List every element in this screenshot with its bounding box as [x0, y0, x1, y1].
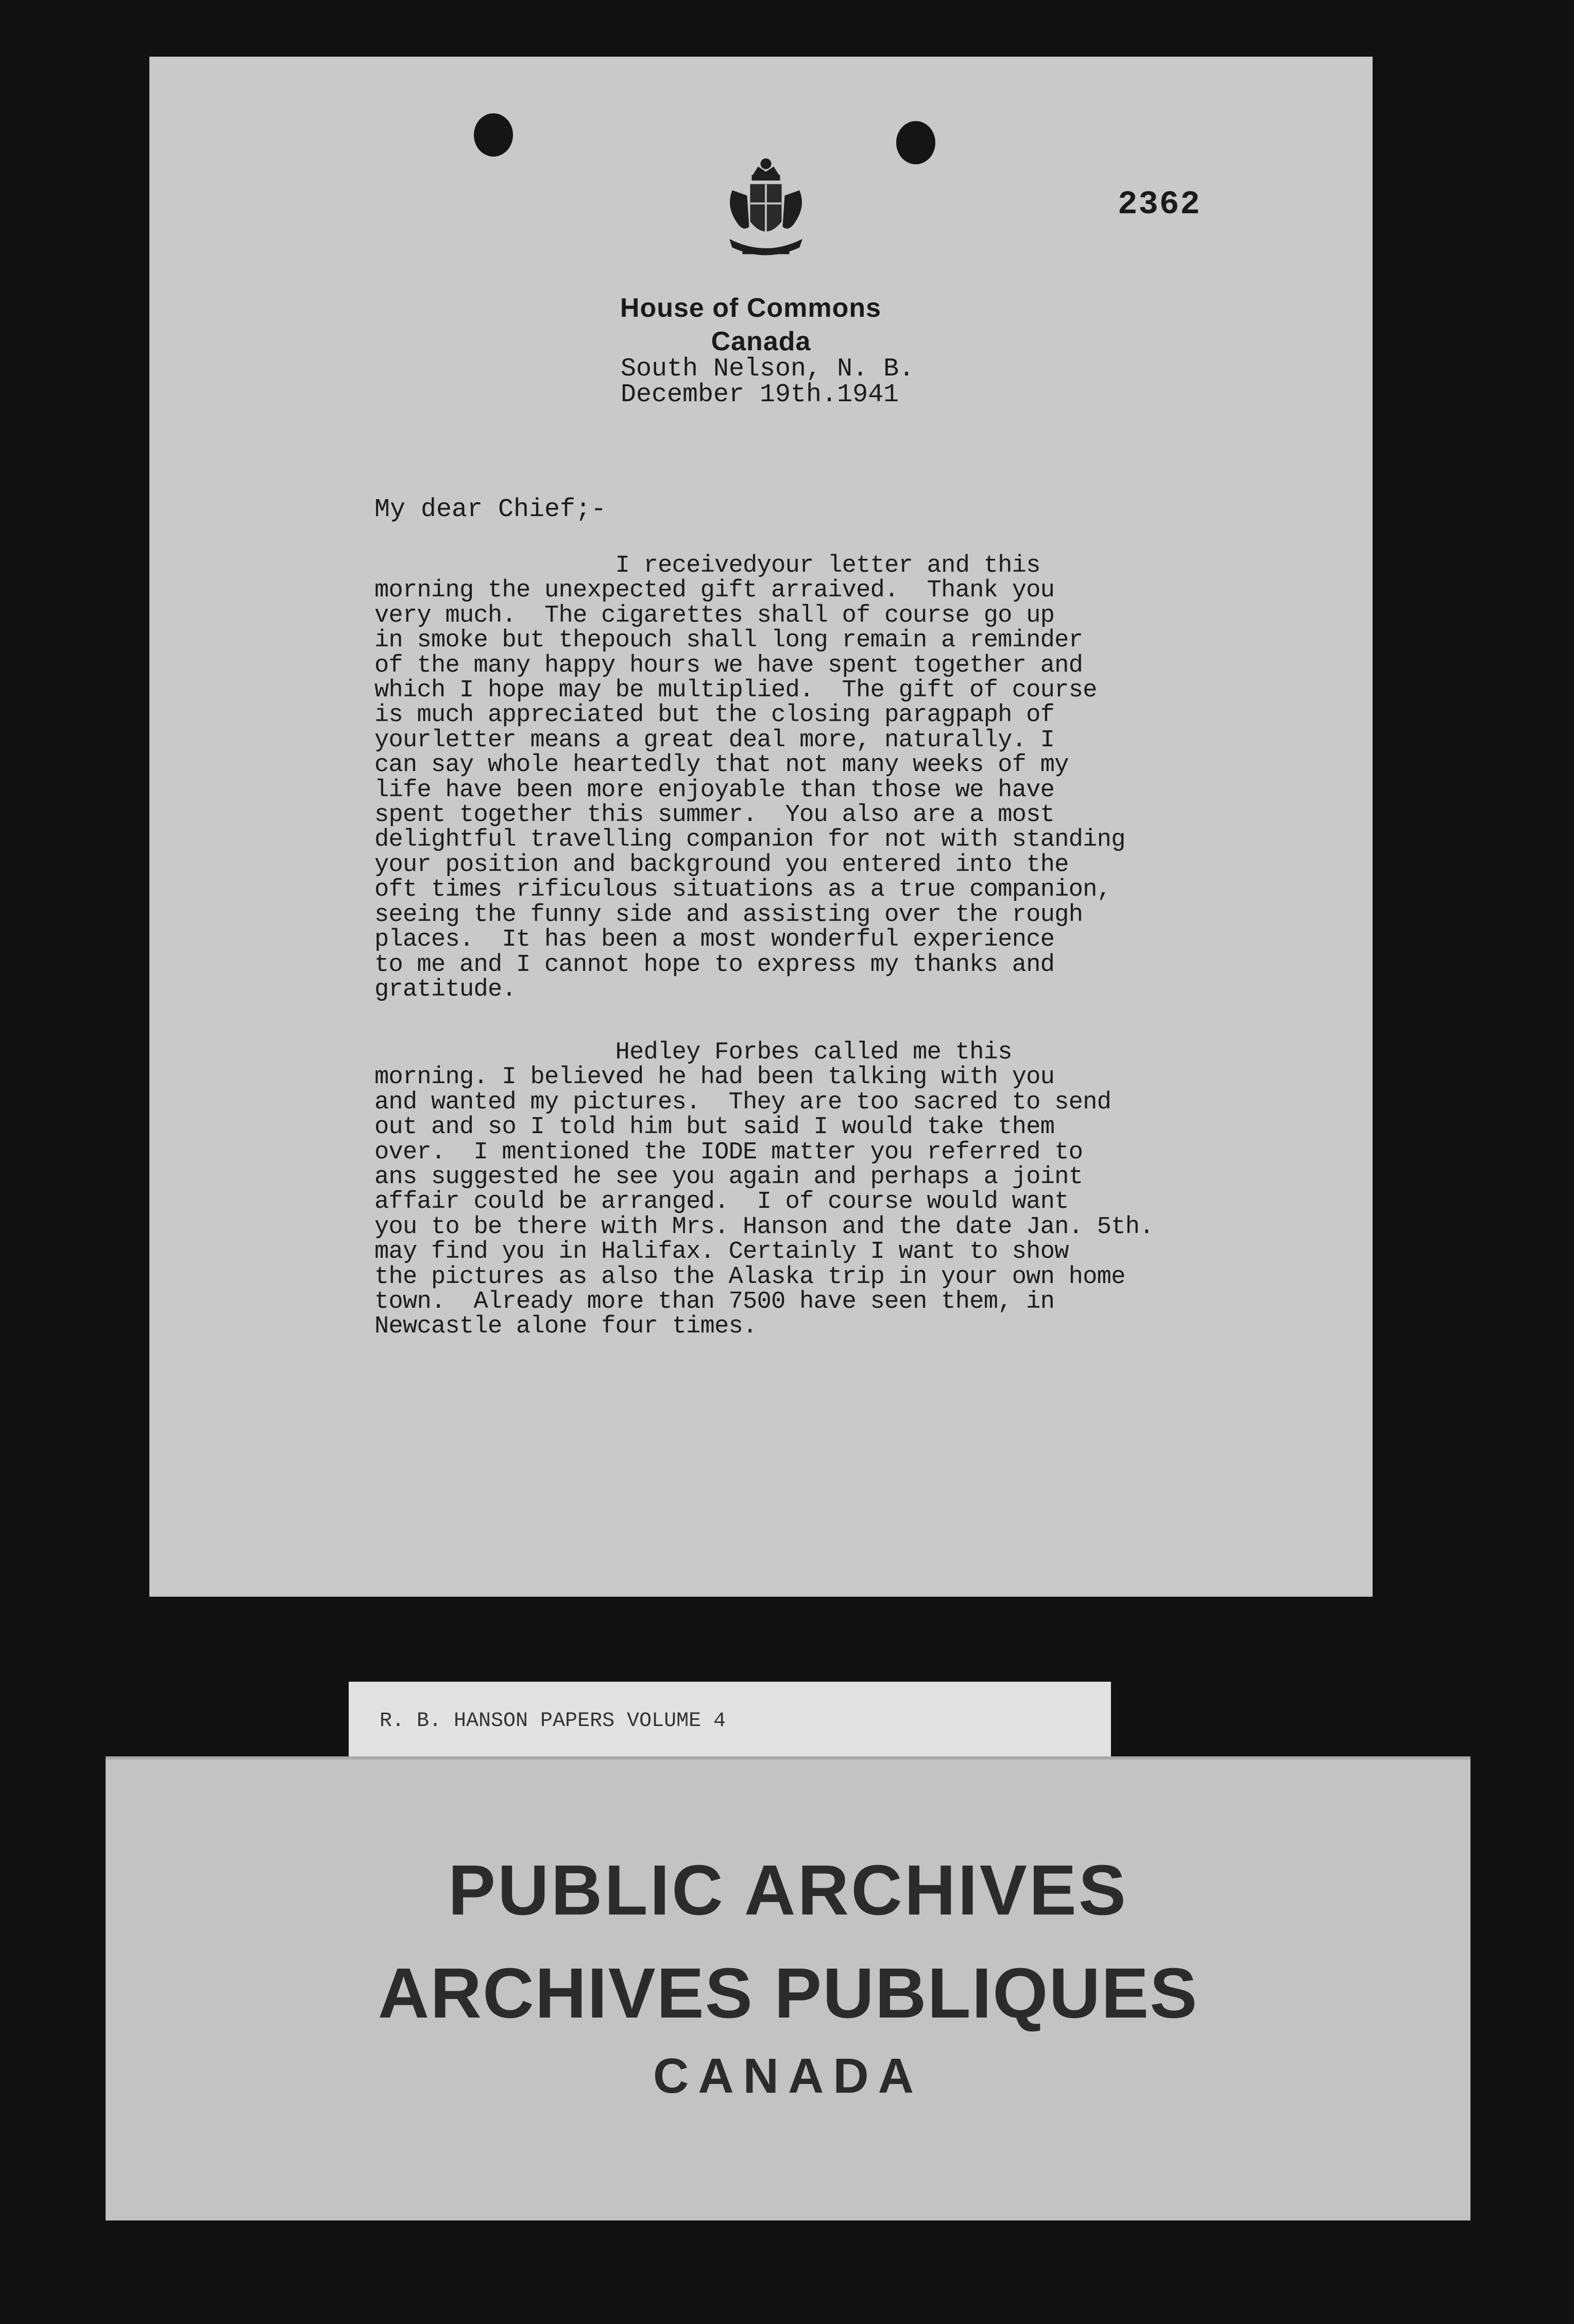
- punch-hole: [474, 113, 513, 157]
- letterhead-country: Canada: [711, 327, 811, 356]
- collection-label-strip: [349, 1682, 1111, 1759]
- letter-place: South Nelson, N. B.: [621, 354, 915, 384]
- body-paragraph-2: Hedley Forbes called me this morning. I believed he had been talking with you and wanted my pictures. They are too sacred to send out and so I told him but said I would take them over. I mentioned the IODE matter you referred to ans suggested he see you again and perhaps a joint affair could be arranged. I of course would want you to be there with Mrs. Hanson and the date Jan. 5th. may find you in Halifax. Certainly I want to show the pictures as also the Alaska trip in your own home town. Already more than 7500 have seen them, in Newcastle alone four times.: [374, 1039, 1154, 1341]
- punch-hole: [896, 121, 935, 164]
- letterhead-title: House of Commons: [620, 293, 882, 323]
- collection-label: R. B. HANSON PAPERS VOLUME 4: [380, 1710, 726, 1733]
- archive-card: [106, 1756, 1470, 2220]
- archive-card-line-3: CANADA: [653, 2048, 923, 2104]
- letter-page: [149, 57, 1373, 1597]
- coat-of-arms-icon: [717, 155, 815, 268]
- salutation: My dear Chief;-: [374, 495, 607, 524]
- archive-card-line-2: ARCHIVES PUBLIQUES: [378, 1954, 1199, 2033]
- archive-card-line-1: PUBLIC ARCHIVES: [448, 1851, 1128, 1930]
- letter-date: December 19th.1941: [621, 380, 899, 409]
- document-number: 2362: [1118, 186, 1201, 224]
- body-paragraph-1: I receivedyour letter and this morning the unexpected gift arraived. Thank you very much. The cigarettes shall of course go up in smoke but thepouch shall long remain a reminder of the many happy hours we have spent together and which I hope may be multiplied. The gift of course is much appreciated but the closing paragpaph of yourletter means a great deal more, naturally. I can say whole heartedly that not many weeks of my life have been more enjoyable than those we have spent together this summer. You also are a most delightful travelling companion for not with standing your position and background you entered into the oft times rificulous situations as a true companion, seeing the funny side and assisting over the rough places. It has been a most wonderful experience to me and I cannot hope to express my thanks and gratitude.: [374, 552, 1125, 1003]
